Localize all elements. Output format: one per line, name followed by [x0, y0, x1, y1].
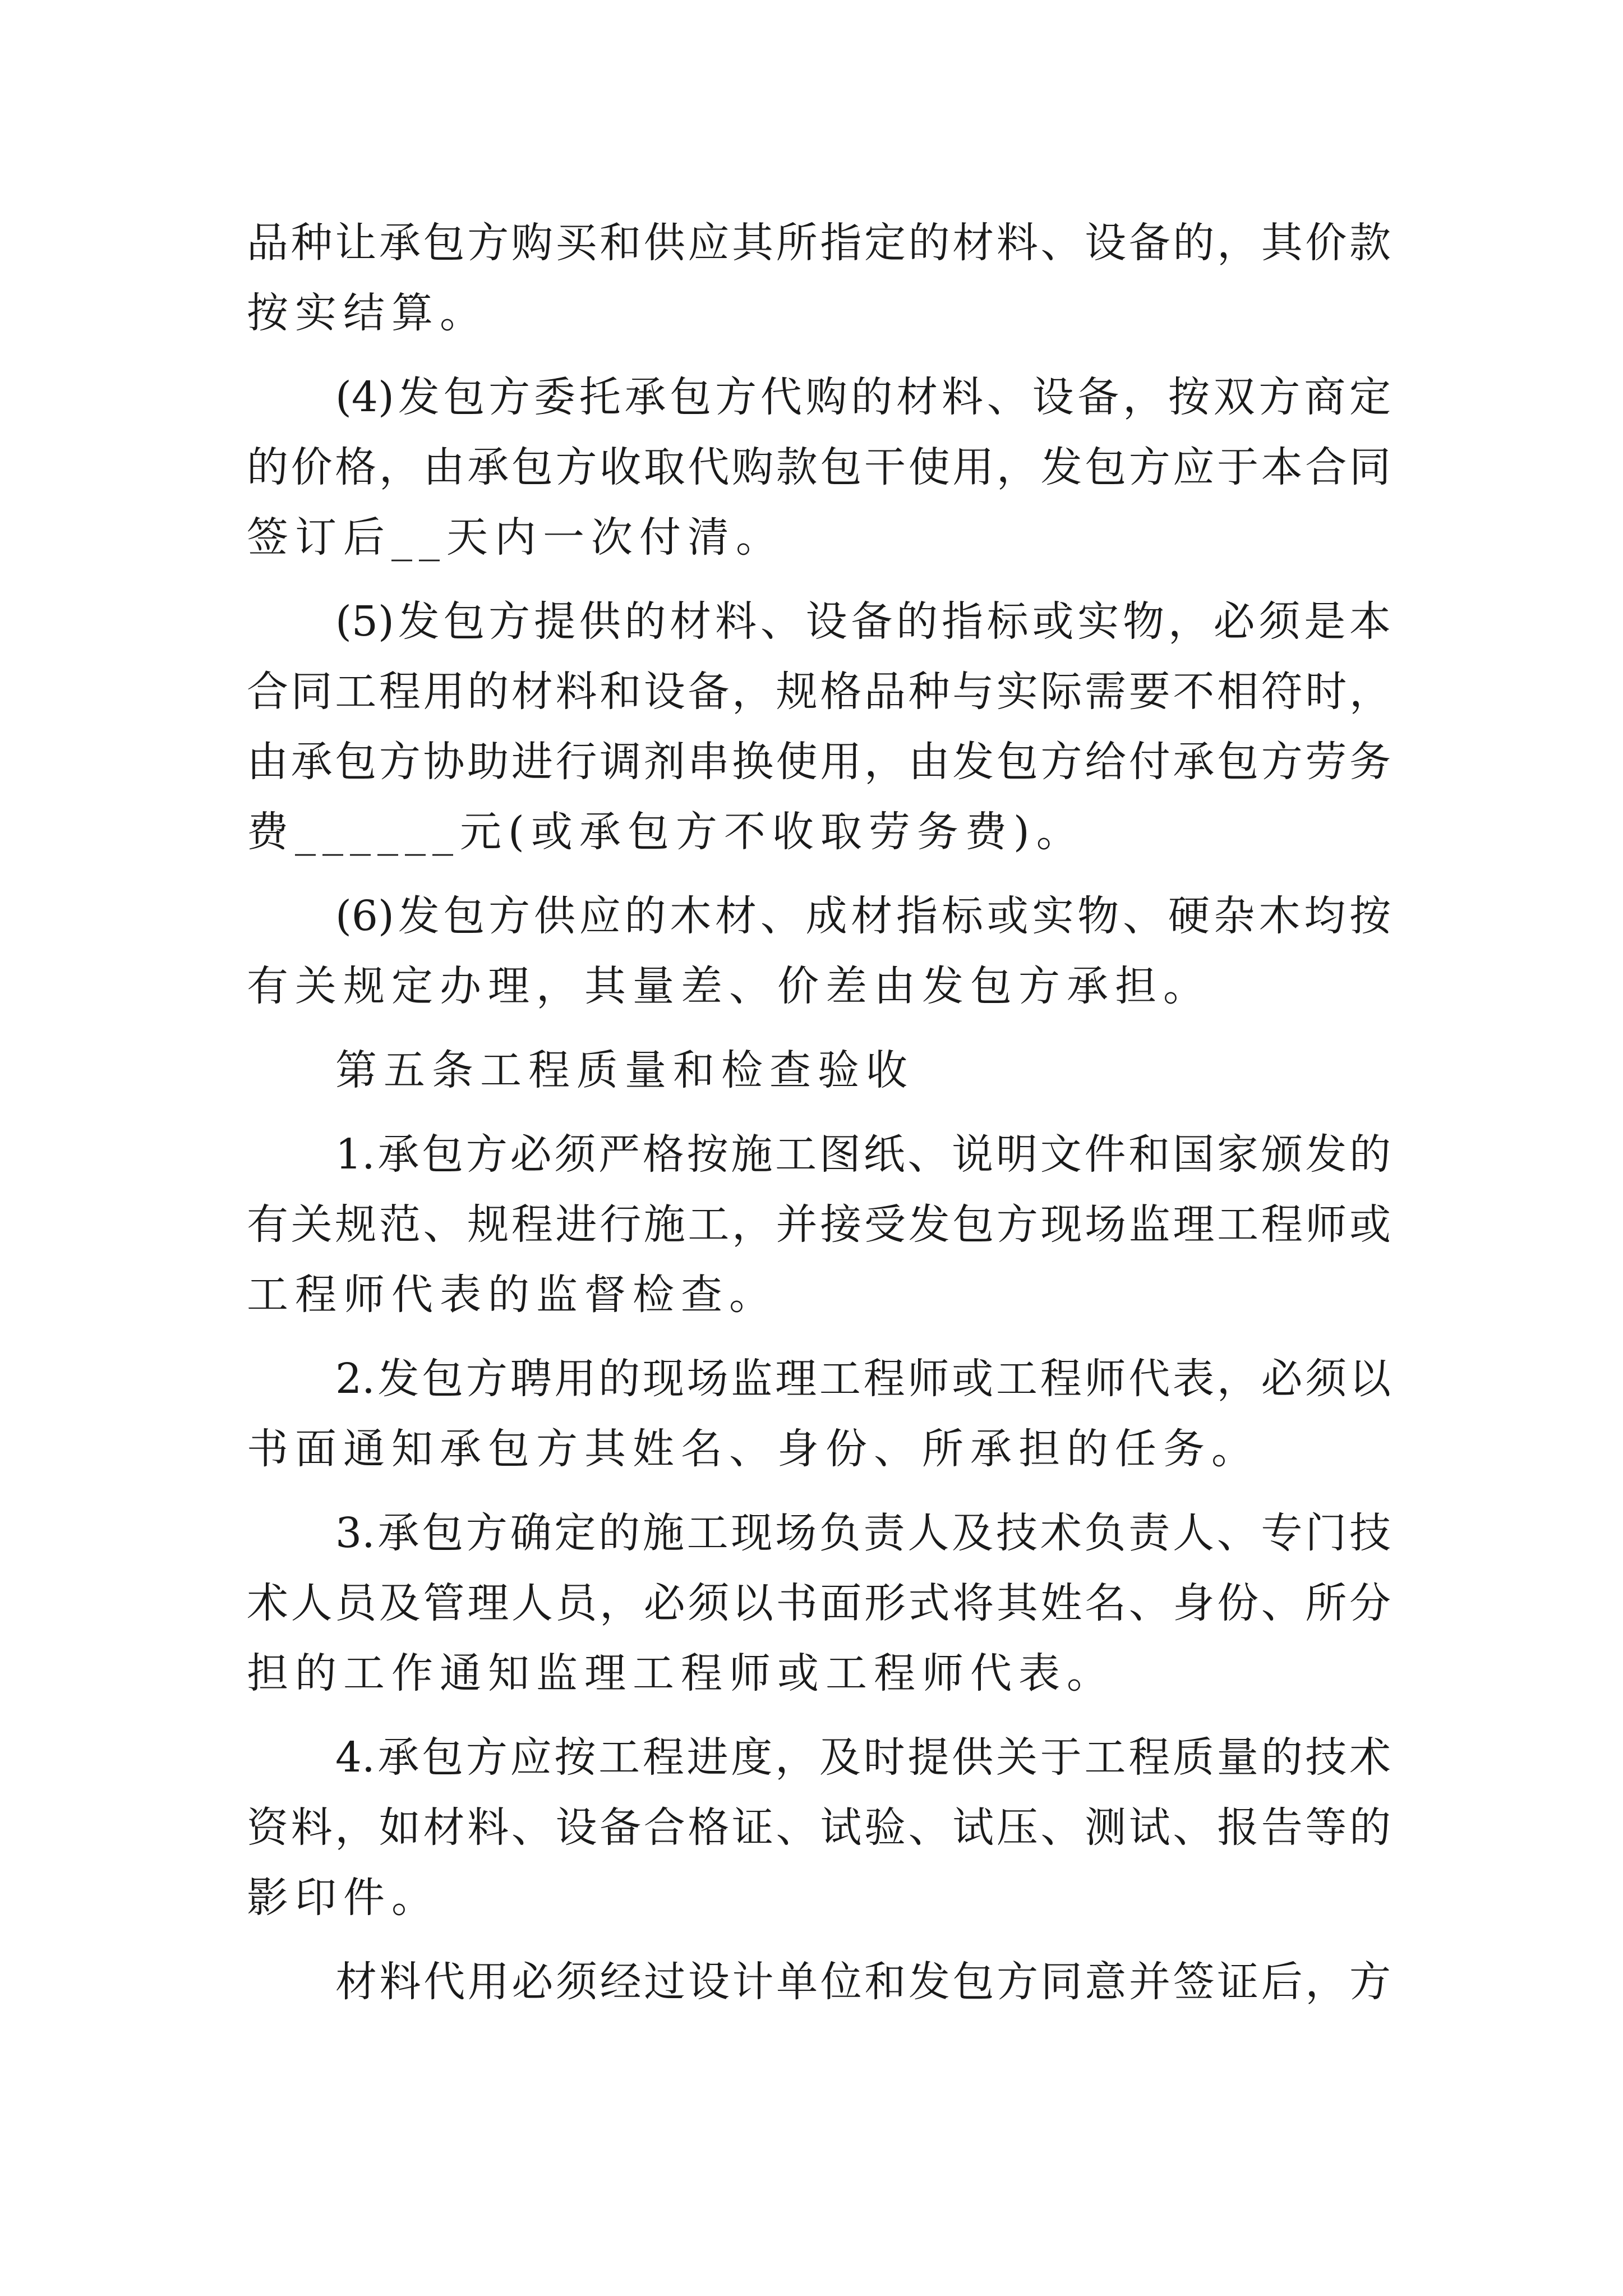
text-line: (6)发包方供应的木材、成材指标或实物、硬杂木均按	[335, 892, 1391, 940]
text-line: 由承包方协助进行调剂串换使用，由发包方给付承包方劳务	[247, 738, 1391, 786]
text-line: 4.承包方应按工程进度，及时提供关于工程质量的技术	[335, 1733, 1391, 1782]
text-line: (4)发包方委托承包方代购的材料、设备，按双方商定	[335, 373, 1391, 421]
text-line: 术人员及管理人员，必须以书面形式将其姓名、身份、所分	[247, 1579, 1391, 1627]
text-line: (5)发包方提供的材料、设备的指标或实物，必须是本	[335, 597, 1391, 646]
text-line: 1.承包方必须严格按施工图纸、说明文件和国家颁发的	[335, 1130, 1391, 1179]
text-line: 合同工程用的材料和设备，规格品种与实际需要不相符时，	[247, 668, 1391, 716]
text-line: 有关规定办理，其量差、价差由发包方承担。	[247, 962, 1211, 1010]
text-line: 影印件。	[247, 1874, 440, 1922]
text-line: 签订后__天内一次付清。	[247, 513, 784, 562]
text-line: 品种让承包方购买和供应其所指定的材料、设备的，其价款	[247, 219, 1391, 267]
text-line: 3.承包方确定的施工现场负责人及技术负责人、专门技	[335, 1509, 1391, 1557]
text-line: 材料代用必须经过设计单位和发包方同意并签证后，方	[335, 1958, 1391, 2006]
text-line: 工程师代表的监督检查。	[247, 1271, 777, 1319]
text-line: 的价格，由承包方收取代购款包干使用，发包方应于本合同	[247, 443, 1391, 491]
text-line: 2.发包方聘用的现场监理工程师或工程师代表，必须以	[335, 1355, 1391, 1403]
text-line: 有关规范、规程进行施工，并接受发包方现场监理工程师或	[247, 1200, 1391, 1249]
text-line: 担的工作通知监理工程师或工程师代表。	[247, 1649, 1115, 1697]
text-line: 费______元(或承包方不收取劳务费)。	[247, 808, 1085, 856]
section-heading: 第五条工程质量和检查验收	[335, 1046, 914, 1094]
text-line: 书面通知承包方其姓名、身份、所承担的任务。	[247, 1425, 1260, 1473]
text-line: 按实结算。	[247, 289, 488, 337]
text-line: 资料，如材料、设备合格证、试验、试压、测试、报告等的	[247, 1803, 1391, 1852]
